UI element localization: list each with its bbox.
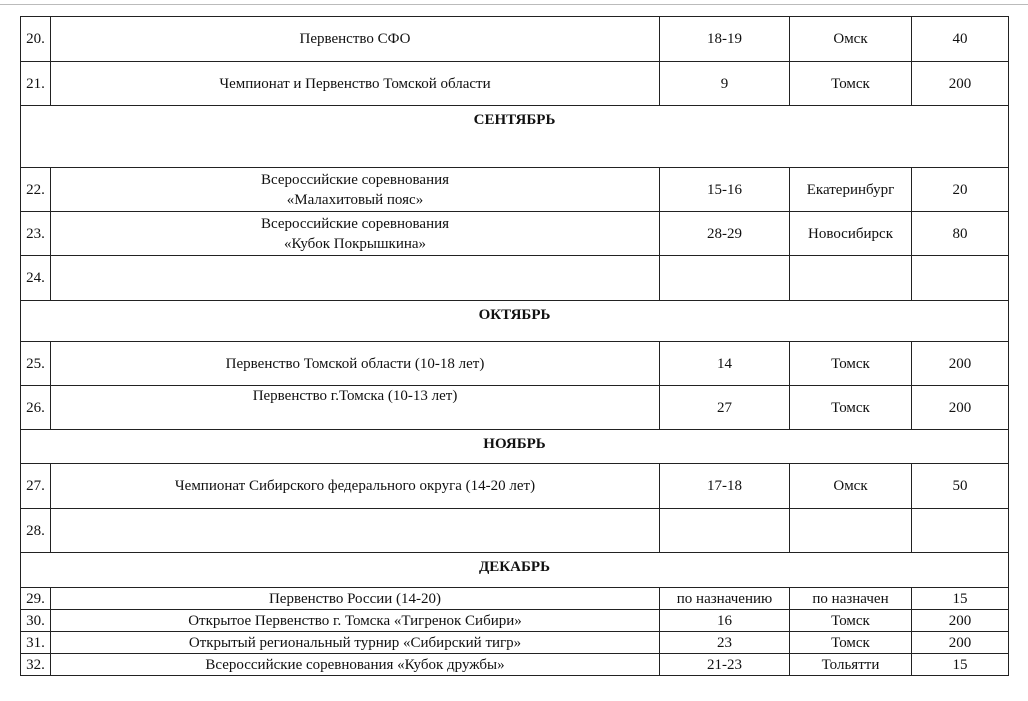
participant-count: 20 bbox=[912, 168, 1009, 212]
row-number: 29. bbox=[21, 588, 51, 610]
event-date: 18-19 bbox=[660, 17, 790, 62]
event-city: Томск bbox=[790, 386, 912, 430]
event-date bbox=[660, 509, 790, 553]
row-number: 32. bbox=[21, 654, 51, 676]
row-number: 26. bbox=[21, 386, 51, 430]
participant-count: 200 bbox=[912, 632, 1009, 654]
event-name: Первенство Томской области (10-18 лет) bbox=[51, 342, 660, 386]
event-name: Открытый региональный турнир «Сибирский тигр» bbox=[51, 632, 660, 654]
month-title: ДЕКАБРЬ bbox=[21, 553, 1009, 588]
participant-count: 200 bbox=[912, 62, 1009, 106]
month-header-row bbox=[21, 301, 1009, 342]
event-city bbox=[790, 256, 912, 301]
row-number: 20. bbox=[21, 17, 51, 62]
event-date: 23 bbox=[660, 632, 790, 654]
row-number: 28. bbox=[21, 509, 51, 553]
table-row bbox=[21, 654, 1009, 676]
event-name bbox=[51, 256, 660, 301]
month-header-row bbox=[21, 430, 1009, 464]
event-city: Томск bbox=[790, 632, 912, 654]
participant-count: 200 bbox=[912, 342, 1009, 386]
event-date: 17-18 bbox=[660, 464, 790, 509]
event-city: Томск bbox=[790, 342, 912, 386]
event-city: Томск bbox=[790, 62, 912, 106]
participant-count: 200 bbox=[912, 386, 1009, 430]
event-city: Омск bbox=[790, 17, 912, 62]
table-row bbox=[21, 632, 1009, 654]
event-date: 21-23 bbox=[660, 654, 790, 676]
table-row bbox=[21, 17, 1009, 62]
event-date: 16 bbox=[660, 610, 790, 632]
month-header-row bbox=[21, 106, 1009, 168]
event-name: Чемпионат и Первенство Томской области bbox=[51, 62, 660, 106]
event-name: Всероссийские соревнования «Малахитовый пояс» bbox=[51, 168, 660, 212]
table-row bbox=[21, 509, 1009, 553]
table-row bbox=[21, 256, 1009, 301]
row-number: 31. bbox=[21, 632, 51, 654]
participant-count: 40 bbox=[912, 17, 1009, 62]
event-name: Чемпионат Сибирского федерального округа (14-20 лет) bbox=[51, 464, 660, 509]
month-header-row bbox=[21, 553, 1009, 588]
row-number: 24. bbox=[21, 256, 51, 301]
event-date: по назначению bbox=[660, 588, 790, 610]
event-name bbox=[51, 509, 660, 553]
competition-schedule-table bbox=[20, 16, 1009, 676]
event-name: Первенство России (14-20) bbox=[51, 588, 660, 610]
event-date: 27 bbox=[660, 386, 790, 430]
table-row bbox=[21, 386, 1009, 430]
month-title: ОКТЯБРЬ bbox=[21, 301, 1009, 342]
participant-count: 50 bbox=[912, 464, 1009, 509]
row-number: 25. bbox=[21, 342, 51, 386]
table-row bbox=[21, 588, 1009, 610]
table-row bbox=[21, 168, 1009, 212]
participant-count bbox=[912, 256, 1009, 301]
month-title: СЕНТЯБРЬ bbox=[21, 106, 1009, 168]
event-date bbox=[660, 256, 790, 301]
event-name: Первенство СФО bbox=[51, 17, 660, 62]
participant-count bbox=[912, 509, 1009, 553]
event-city: по назначен bbox=[790, 588, 912, 610]
event-name: Открытое Первенство г. Томска «Тигренок Сибири» bbox=[51, 610, 660, 632]
table-row bbox=[21, 212, 1009, 256]
event-city: Екатеринбург bbox=[790, 168, 912, 212]
table-row bbox=[21, 342, 1009, 386]
month-title: НОЯБРЬ bbox=[21, 430, 1009, 464]
event-date: 14 bbox=[660, 342, 790, 386]
event-date: 28-29 bbox=[660, 212, 790, 256]
participant-count: 80 bbox=[912, 212, 1009, 256]
scan-edge-line bbox=[0, 4, 1028, 5]
row-number: 30. bbox=[21, 610, 51, 632]
event-date: 9 bbox=[660, 62, 790, 106]
table-row bbox=[21, 610, 1009, 632]
participant-count: 200 bbox=[912, 610, 1009, 632]
event-city: Омск bbox=[790, 464, 912, 509]
row-number: 21. bbox=[21, 62, 51, 106]
event-city: Новосибирск bbox=[790, 212, 912, 256]
row-number: 22. bbox=[21, 168, 51, 212]
row-number: 27. bbox=[21, 464, 51, 509]
event-name: Первенство г.Томска (10-13 лет) bbox=[51, 386, 660, 430]
participant-count: 15 bbox=[912, 654, 1009, 676]
participant-count: 15 bbox=[912, 588, 1009, 610]
event-city: Томск bbox=[790, 610, 912, 632]
event-city bbox=[790, 509, 912, 553]
row-number: 23. bbox=[21, 212, 51, 256]
event-name: Всероссийские соревнования «Кубок Покрышкина» bbox=[51, 212, 660, 256]
table-row bbox=[21, 464, 1009, 509]
event-city: Тольятти bbox=[790, 654, 912, 676]
event-date: 15-16 bbox=[660, 168, 790, 212]
event-name: Всероссийские соревнования «Кубок дружбы» bbox=[51, 654, 660, 676]
table-row bbox=[21, 62, 1009, 106]
